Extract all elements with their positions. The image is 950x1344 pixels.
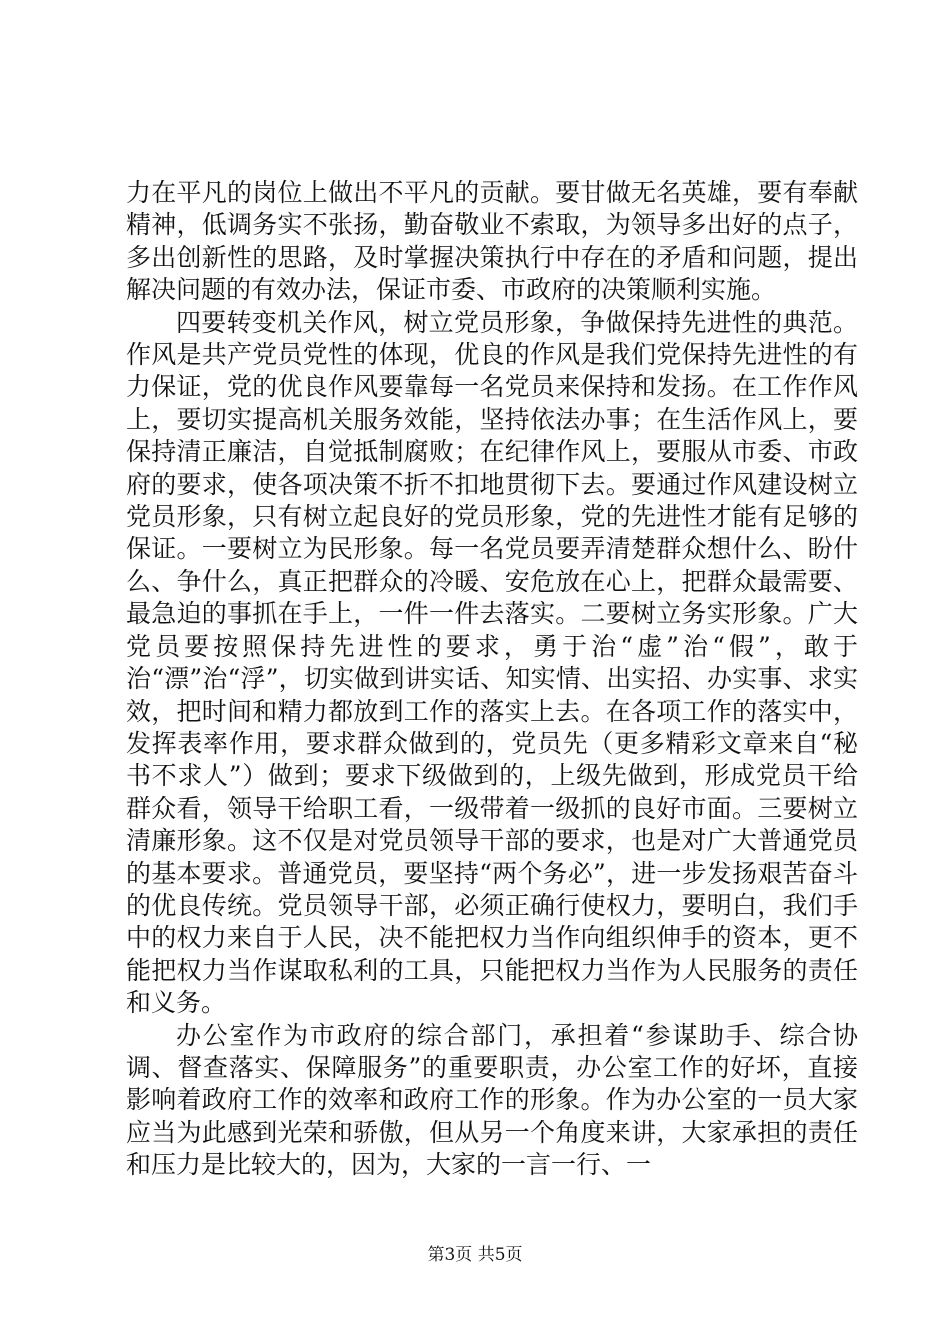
paragraph-3: 办公室作为市政府的综合部门，承担着“参谋助手、综合协调、督查落实、保障服务”的重要职责，办公室工作的好坏，直接影响着政府工作的效率和政府工作的形象。作为办公室的一员大家应当为此感到光荣和骄傲，但从另一个角度来讲，大家承担的责任和压力是比较大的，因为，大家的一言一行、一	[126, 1020, 858, 1180]
page-number-label: 第3页 共5页	[427, 1245, 523, 1265]
document-body	[126, 177, 858, 1182]
page-footer	[0, 1244, 950, 1266]
paragraph-1: 力在平凡的岗位上做出不平凡的贡献。要甘做无名英雄，要有奉献精神，低调务实不张扬，勤奋敬业不索取，为领导多出好的点子，多出创新性的思路，及时掌握决策执行中存在的矛盾和问题，提出解决问题的有效办法，保证市委、市政府的决策顺利实施。	[126, 178, 858, 305]
paragraph-2: 四要转变机关作风，树立党员形象，争做保持先进性的典范。作风是共产党员党性的体现，优良的作风是我们党保持先进性的有力保证，党的优良作风要靠每一名党员来保持和发扬。在工作作风上，要切实提高机关服务效能，坚持依法办事；在生活作风上，要保持清正廉洁，自觉抵制腐败；在纪律作风上，要服从市委、市政府的要求，使各项决策不折不扣地贯彻下去。要通过作风建设树立党员形象，只有树立起良好的党员形象，党的先进性才能有足够的保证。一要树立为民形象。每一名党员要弄清楚群众想什么、盼什么、争什么，真正把群众的冷暖、安危放在心上，把群众最需要、最急迫的事抓在手上，一件一件去落实。二要树立务实形象。广大党员要按照保持先进性的要求，勇于治“虚”治“假”，敢于治“漂”治“浮”，切实做到讲实话、知实情、出实招、办实事、求实效，把时间和精力都放到工作的落实上去。在各项工作的落实中，发挥表率作用，要求群众做到的，党员先（更多精彩文章来自“秘书不求人”）做到；要求下级做到的，上级先做到，形成党员干给群众看，领导干给职工看，一级带着一级抓的良好市面。三要树立清廉形象。这不仅是对党员领导干部的要求，也是对广大普通党员的基本要求。普通党员，要坚持“两个务必”，进一步发扬艰苦奋斗的优良传统。党员领导干部，必须正确行使权力，要明白，我们手中的权力来自于人民，决不能把权力当作向组织伸手的资本，更不能把权力当作谋取私利的工具，只能把权力当作为人民服务的责任和义务。	[126, 307, 858, 1018]
